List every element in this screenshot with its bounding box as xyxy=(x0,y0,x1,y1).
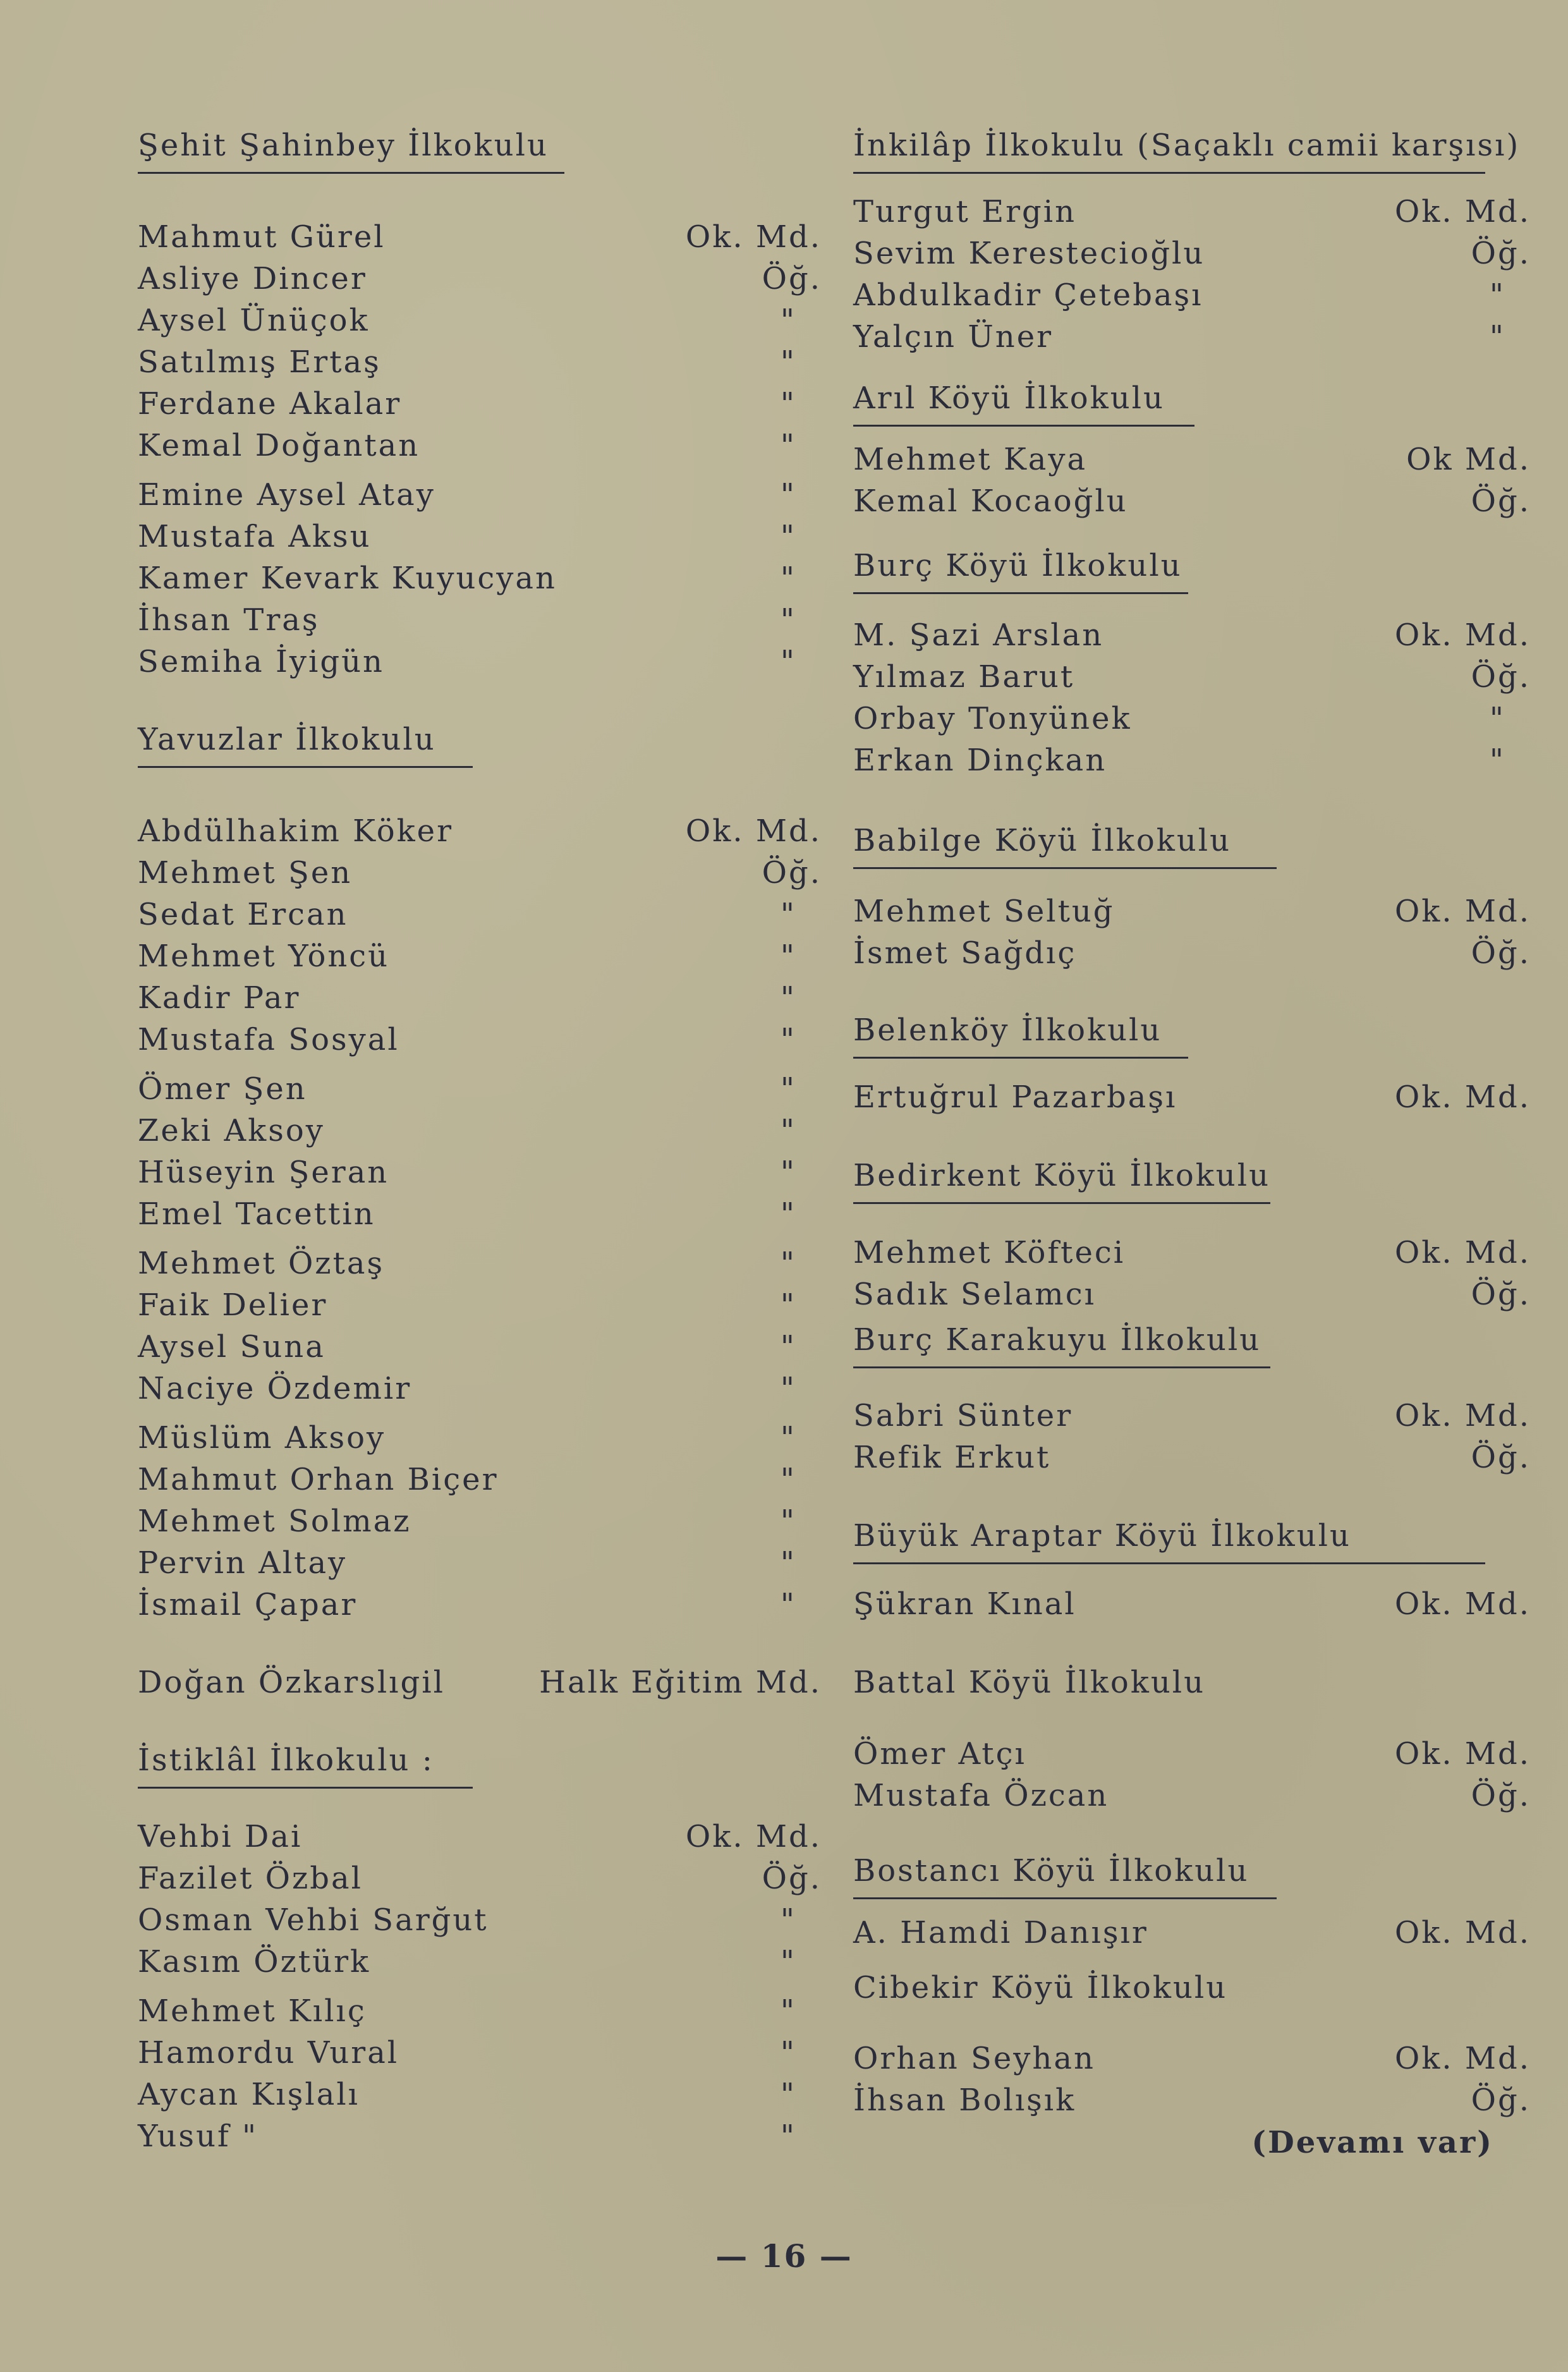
staff-name: Asliye Dincer xyxy=(138,261,367,296)
staff-role: " xyxy=(780,1071,796,1107)
staff-role: Öğ. xyxy=(1471,236,1531,271)
section-title: Arıl Köyü İlkokulu xyxy=(853,380,1165,416)
staff-name: M. Şazi Arslan xyxy=(853,617,1104,653)
staff-role: Ok. Md. xyxy=(1394,1398,1531,1433)
staff-role: " xyxy=(780,1196,796,1232)
staff-role: Öğ. xyxy=(1471,1778,1531,1813)
staff-role: " xyxy=(780,2077,796,2112)
staff-name: Kamer Kevark Kuyucyan xyxy=(138,561,557,596)
staff-role: " xyxy=(780,939,796,974)
staff-name: Mustafa Sosyal xyxy=(138,1022,399,1057)
staff-role: " xyxy=(780,1420,796,1456)
staff-name: Mehmet Öztaş xyxy=(138,1246,385,1281)
section-underline xyxy=(853,1202,1270,1204)
staff-role: Ok. Md. xyxy=(1394,194,1531,229)
section-title: Şehit Şahinbey İlkokulu xyxy=(138,128,549,163)
staff-name: Aysel Ünüçok xyxy=(138,303,370,338)
staff-role: Öğ. xyxy=(1471,935,1531,971)
staff-name: Mehmet Seltuğ xyxy=(853,894,1115,929)
staff-name: Sevim Kerestecioğlu xyxy=(853,236,1205,271)
staff-role: " xyxy=(780,1371,796,1406)
section-underline xyxy=(853,1057,1188,1059)
staff-role: Ok. Md. xyxy=(1394,1235,1531,1270)
section-underline xyxy=(853,1562,1485,1564)
section-underline xyxy=(853,867,1277,869)
staff-name: Naciye Özdemir xyxy=(138,1371,412,1406)
staff-name: Zeki Aksoy xyxy=(138,1113,325,1148)
staff-role: " xyxy=(780,344,796,380)
section-title: Belenköy İlkokulu xyxy=(853,1013,1162,1048)
staff-name: Mehmet Şen xyxy=(138,855,353,891)
staff-name: Mustafa Aksu xyxy=(138,519,372,554)
staff-role: " xyxy=(780,1287,796,1323)
staff-role: " xyxy=(780,644,796,679)
staff-role: " xyxy=(780,303,796,338)
staff-name: Ertuğrul Pazarbaşı xyxy=(853,1080,1177,1115)
staff-name: Mehmet Solmaz xyxy=(138,1504,411,1539)
section-title: İnkilâp İlkokulu (Saçaklı camii karşısı) xyxy=(853,128,1521,163)
staff-role: " xyxy=(780,1944,796,1980)
staff-role: " xyxy=(780,561,796,596)
section-underline xyxy=(138,172,564,174)
staff-name: Osman Vehbi Sarğut xyxy=(138,1902,489,1938)
staff-name: Kadir Par xyxy=(138,980,301,1016)
staff-name: Kemal Kocaoğlu xyxy=(853,484,1128,519)
staff-role: Öğ. xyxy=(1471,1440,1531,1475)
staff-role: Ok. Md. xyxy=(1394,1736,1531,1772)
staff-name: Sedat Ercan xyxy=(138,897,348,932)
section-underline xyxy=(853,1897,1277,1899)
staff-role: Öğ. xyxy=(1471,659,1531,695)
staff-name: Aycan Kışlalı xyxy=(138,2077,360,2112)
staff-role: " xyxy=(780,602,796,638)
section-title: İstiklâl İlkokulu : xyxy=(138,1743,434,1778)
section-underline xyxy=(853,172,1485,174)
continued-note: (Devamı var) xyxy=(1251,2125,1493,2160)
staff-name: Emine Aysel Atay xyxy=(138,477,435,513)
staff-name: İhsan Traş xyxy=(138,602,320,638)
section-title: Bostancı Köyü İlkokulu xyxy=(853,1853,1249,1888)
staff-role: " xyxy=(1489,701,1505,736)
staff-name: Mehmet Köfteci xyxy=(853,1235,1126,1270)
staff-role: Öğ. xyxy=(1471,2083,1531,2118)
staff-role: " xyxy=(780,386,796,422)
staff-name: Hüseyin Şeran xyxy=(138,1155,389,1190)
staff-role: " xyxy=(780,1587,796,1622)
staff-name: İsmail Çapar xyxy=(138,1587,358,1622)
left-column xyxy=(138,0,822,2250)
staff-name: İhsan Bolışık xyxy=(853,2083,1076,2118)
staff-role: " xyxy=(780,428,796,463)
staff-name: Sadık Selamcı xyxy=(853,1277,1096,1312)
staff-role: " xyxy=(780,897,796,932)
section-title: Yavuzlar İlkokulu xyxy=(138,722,436,757)
staff-name: Yusuf " xyxy=(138,2119,258,2154)
section-title: Burç Köyü İlkokulu xyxy=(853,548,1182,583)
staff-role: Halk Eğitim Md. xyxy=(539,1665,822,1700)
staff-name: Abdülhakim Köker xyxy=(138,813,454,849)
staff-role: " xyxy=(780,1462,796,1497)
staff-name: Vehbi Dai xyxy=(138,1819,303,1854)
staff-role: " xyxy=(1489,743,1505,778)
staff-name: Refik Erkut xyxy=(853,1440,1051,1475)
section-underline xyxy=(853,592,1188,594)
section-underline xyxy=(853,425,1194,427)
staff-name: Ömer Şen xyxy=(138,1071,307,1107)
section-title: Battal Köyü İlkokulu xyxy=(853,1665,1206,1700)
staff-name: Semiha İyigün xyxy=(138,644,384,679)
staff-role: Ok. Md. xyxy=(1394,2041,1531,2076)
staff-role: " xyxy=(780,1155,796,1190)
staff-name: Kemal Doğantan xyxy=(138,428,420,463)
staff-name: Yalçın Üner xyxy=(853,319,1054,355)
staff-name: Sabri Sünter xyxy=(853,1398,1073,1433)
staff-name: Turgut Ergin xyxy=(853,194,1077,229)
staff-role: Ok. Md. xyxy=(1394,1915,1531,1950)
staff-name: A. Hamdi Danışır xyxy=(853,1915,1148,1950)
section-underline xyxy=(138,766,473,768)
staff-name: Emel Tacettin xyxy=(138,1196,375,1232)
staff-name: Mehmet Yöncü xyxy=(138,939,390,974)
staff-role: Öğ. xyxy=(762,855,822,891)
staff-name: Satılmış Ertaş xyxy=(138,344,381,380)
staff-name: Müslüm Aksoy xyxy=(138,1420,386,1456)
staff-role: " xyxy=(780,1504,796,1539)
staff-role: Ok Md. xyxy=(1406,442,1531,477)
staff-role: " xyxy=(780,1246,796,1281)
staff-role: Ok. Md. xyxy=(1394,1080,1531,1115)
staff-name: Mustafa Özcan xyxy=(853,1778,1109,1813)
staff-name: Mehmet Kaya xyxy=(853,442,1088,477)
staff-role: Ok. Md. xyxy=(1394,894,1531,929)
section-title: Burç Karakuyu İlkokulu xyxy=(853,1322,1261,1358)
staff-role: " xyxy=(780,2035,796,2071)
section-title: Babilge Köyü İlkokulu xyxy=(853,823,1232,858)
staff-name: Kasım Öztürk xyxy=(138,1944,371,1980)
staff-name: Orhan Seyhan xyxy=(853,2041,1095,2076)
staff-role: " xyxy=(780,1113,796,1148)
staff-name: Mahmut Orhan Biçer xyxy=(138,1462,499,1497)
staff-role: " xyxy=(780,980,796,1016)
staff-name: Şükran Kınal xyxy=(853,1586,1076,1622)
staff-role: " xyxy=(780,519,796,554)
staff-role: Ok. Md. xyxy=(1394,1586,1531,1622)
staff-role: " xyxy=(780,1329,796,1365)
staff-role: Ok. Md. xyxy=(1394,617,1531,653)
staff-name: Fazilet Özbal xyxy=(138,1861,363,1896)
staff-role: " xyxy=(780,1902,796,1938)
page-number: — 16 — xyxy=(715,2237,853,2275)
staff-role: " xyxy=(780,1993,796,2029)
section-underline xyxy=(853,1366,1270,1368)
staff-name: Hamordu Vural xyxy=(138,2035,399,2071)
staff-role: Öğ. xyxy=(1471,484,1531,519)
right-column xyxy=(853,0,1531,2250)
staff-role: " xyxy=(780,1022,796,1057)
section-title: Bedirkent Köyü İlkokulu xyxy=(853,1158,1270,1193)
staff-name: Aysel Suna xyxy=(138,1329,325,1365)
staff-name: Pervin Altay xyxy=(138,1545,348,1581)
staff-role: Ok. Md. xyxy=(685,813,822,849)
staff-name: Doğan Özkarslıgil xyxy=(138,1665,445,1700)
staff-role: " xyxy=(780,1545,796,1581)
section-title: Cibekir Köyü İlkokulu xyxy=(853,1970,1228,2005)
staff-name: Ferdane Akalar xyxy=(138,386,402,422)
staff-role: Öğ. xyxy=(1471,1277,1531,1312)
section-title: Büyük Araptar Köyü İlkokulu xyxy=(853,1518,1351,1554)
staff-name: Yılmaz Barut xyxy=(853,659,1075,695)
staff-role: " xyxy=(780,2119,796,2154)
staff-name: Orbay Tonyünek xyxy=(853,701,1132,736)
section-underline xyxy=(138,1787,473,1789)
staff-name: İsmet Sağdıç xyxy=(853,935,1077,971)
staff-role: Öğ. xyxy=(762,261,822,296)
staff-role: Ok. Md. xyxy=(685,1819,822,1854)
staff-role: Ok. Md. xyxy=(685,219,822,255)
staff-name: Mehmet Kılıç xyxy=(138,1993,367,2029)
staff-name: Faik Delier xyxy=(138,1287,328,1323)
staff-name: Abdulkadir Çetebaşı xyxy=(853,277,1203,313)
staff-role: " xyxy=(1489,319,1505,355)
staff-name: Ömer Atçı xyxy=(853,1736,1026,1772)
staff-name: Mahmut Gürel xyxy=(138,219,386,255)
staff-name: Erkan Dinçkan xyxy=(853,743,1107,778)
staff-role: " xyxy=(1489,277,1505,313)
staff-role: Öğ. xyxy=(762,1861,822,1896)
staff-role: " xyxy=(780,477,796,513)
